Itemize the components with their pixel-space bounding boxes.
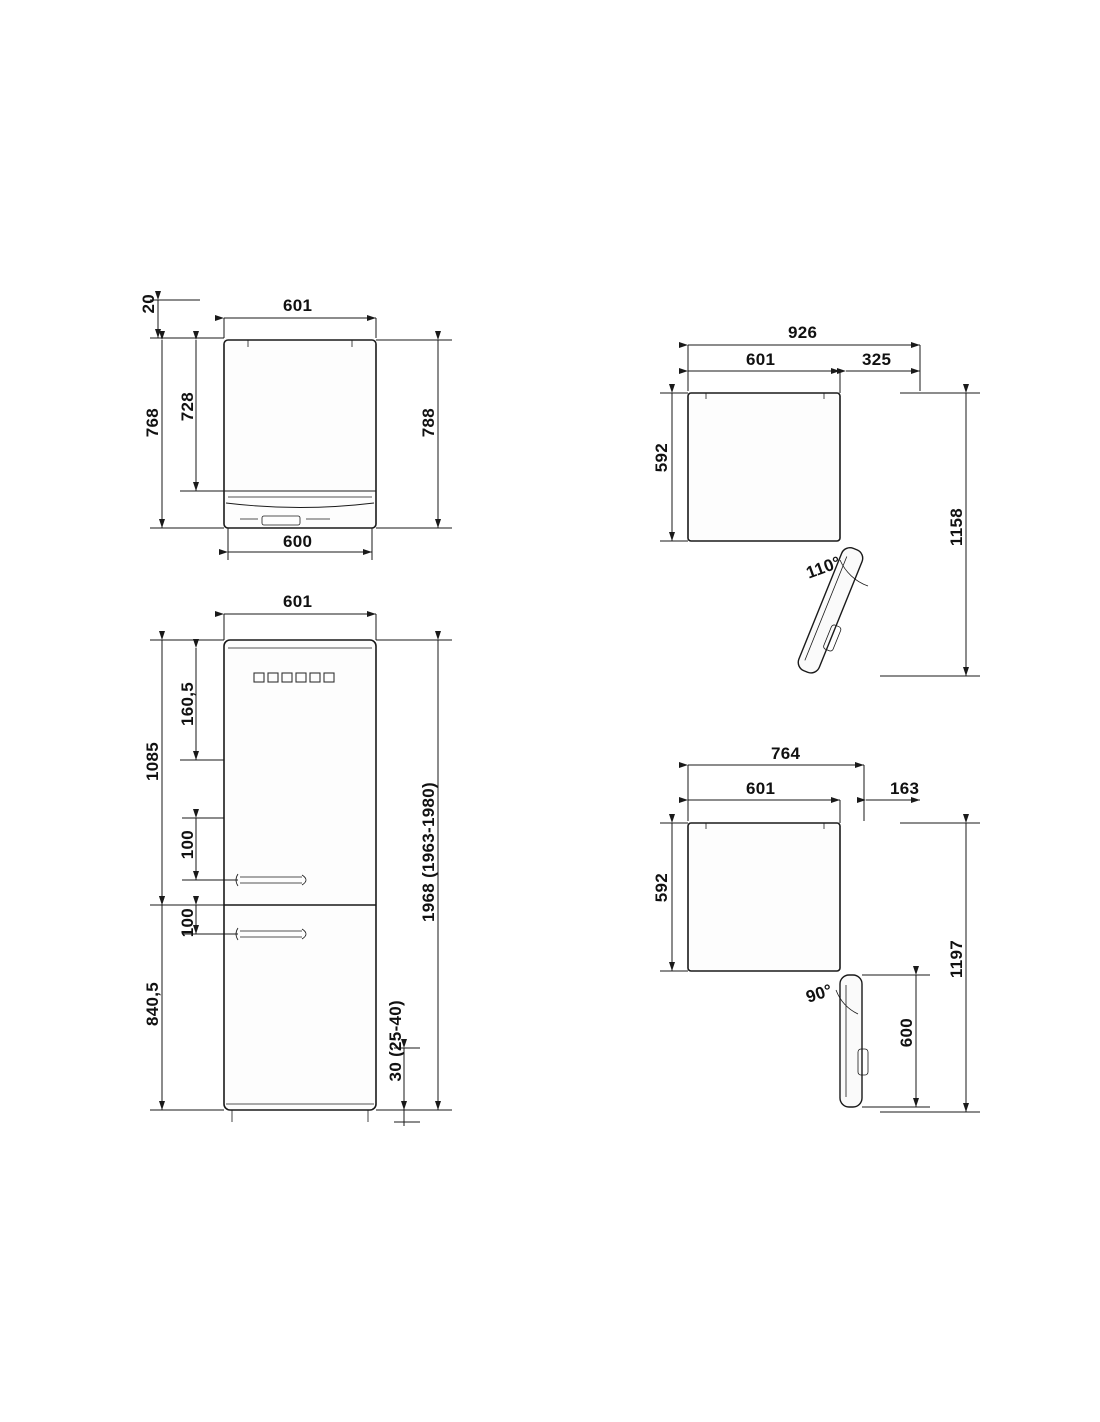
dim-top-thickness-20: 20: [139, 294, 158, 314]
dim-front-100-upper: 100: [178, 830, 197, 860]
dim-plan90-600: 600: [897, 1018, 916, 1048]
dim-plan90-601: 601: [746, 779, 776, 798]
dim-front-100-lower: 100: [178, 908, 197, 938]
dim-plan110-325: 325: [862, 350, 892, 369]
front-view-geometry: [224, 640, 376, 1122]
dim-plan110-592: 592: [652, 443, 671, 473]
dim-front-total-height: 1968 (1963-1980): [419, 782, 438, 922]
dim-front-width-601: 601: [283, 592, 313, 611]
dim-top-width-601: 601: [283, 296, 313, 315]
dim-top-base-600: 600: [283, 532, 313, 551]
dim-plan90-764: 764: [771, 744, 801, 763]
dim-plan90-163: 163: [890, 779, 920, 798]
dim-front-1085: 1085: [143, 742, 162, 782]
dim-plan110-601: 601: [746, 350, 776, 369]
dim-top-depth-728: 728: [178, 392, 197, 422]
dim-plan110-angle: 110°: [803, 552, 844, 583]
dim-plan110-1158: 1158: [947, 508, 966, 547]
dim-plan90-angle: 90°: [803, 980, 835, 1007]
dim-top-depth-788: 788: [419, 408, 438, 438]
top-view-geometry: [224, 340, 376, 528]
plan-90-geometry: [688, 823, 868, 1107]
dim-top-depth-768: 768: [143, 408, 162, 438]
dim-plan90-592: 592: [652, 873, 671, 903]
dim-front-840-5: 840,5: [143, 982, 162, 1027]
dim-plan90-1197: 1197: [947, 940, 966, 979]
plan-110-geometry: [688, 393, 871, 678]
dim-front-160-5: 160,5: [178, 682, 197, 727]
dim-plan110-926: 926: [788, 323, 818, 342]
dim-front-foot-adjust: 30 (25-40): [386, 1000, 405, 1082]
